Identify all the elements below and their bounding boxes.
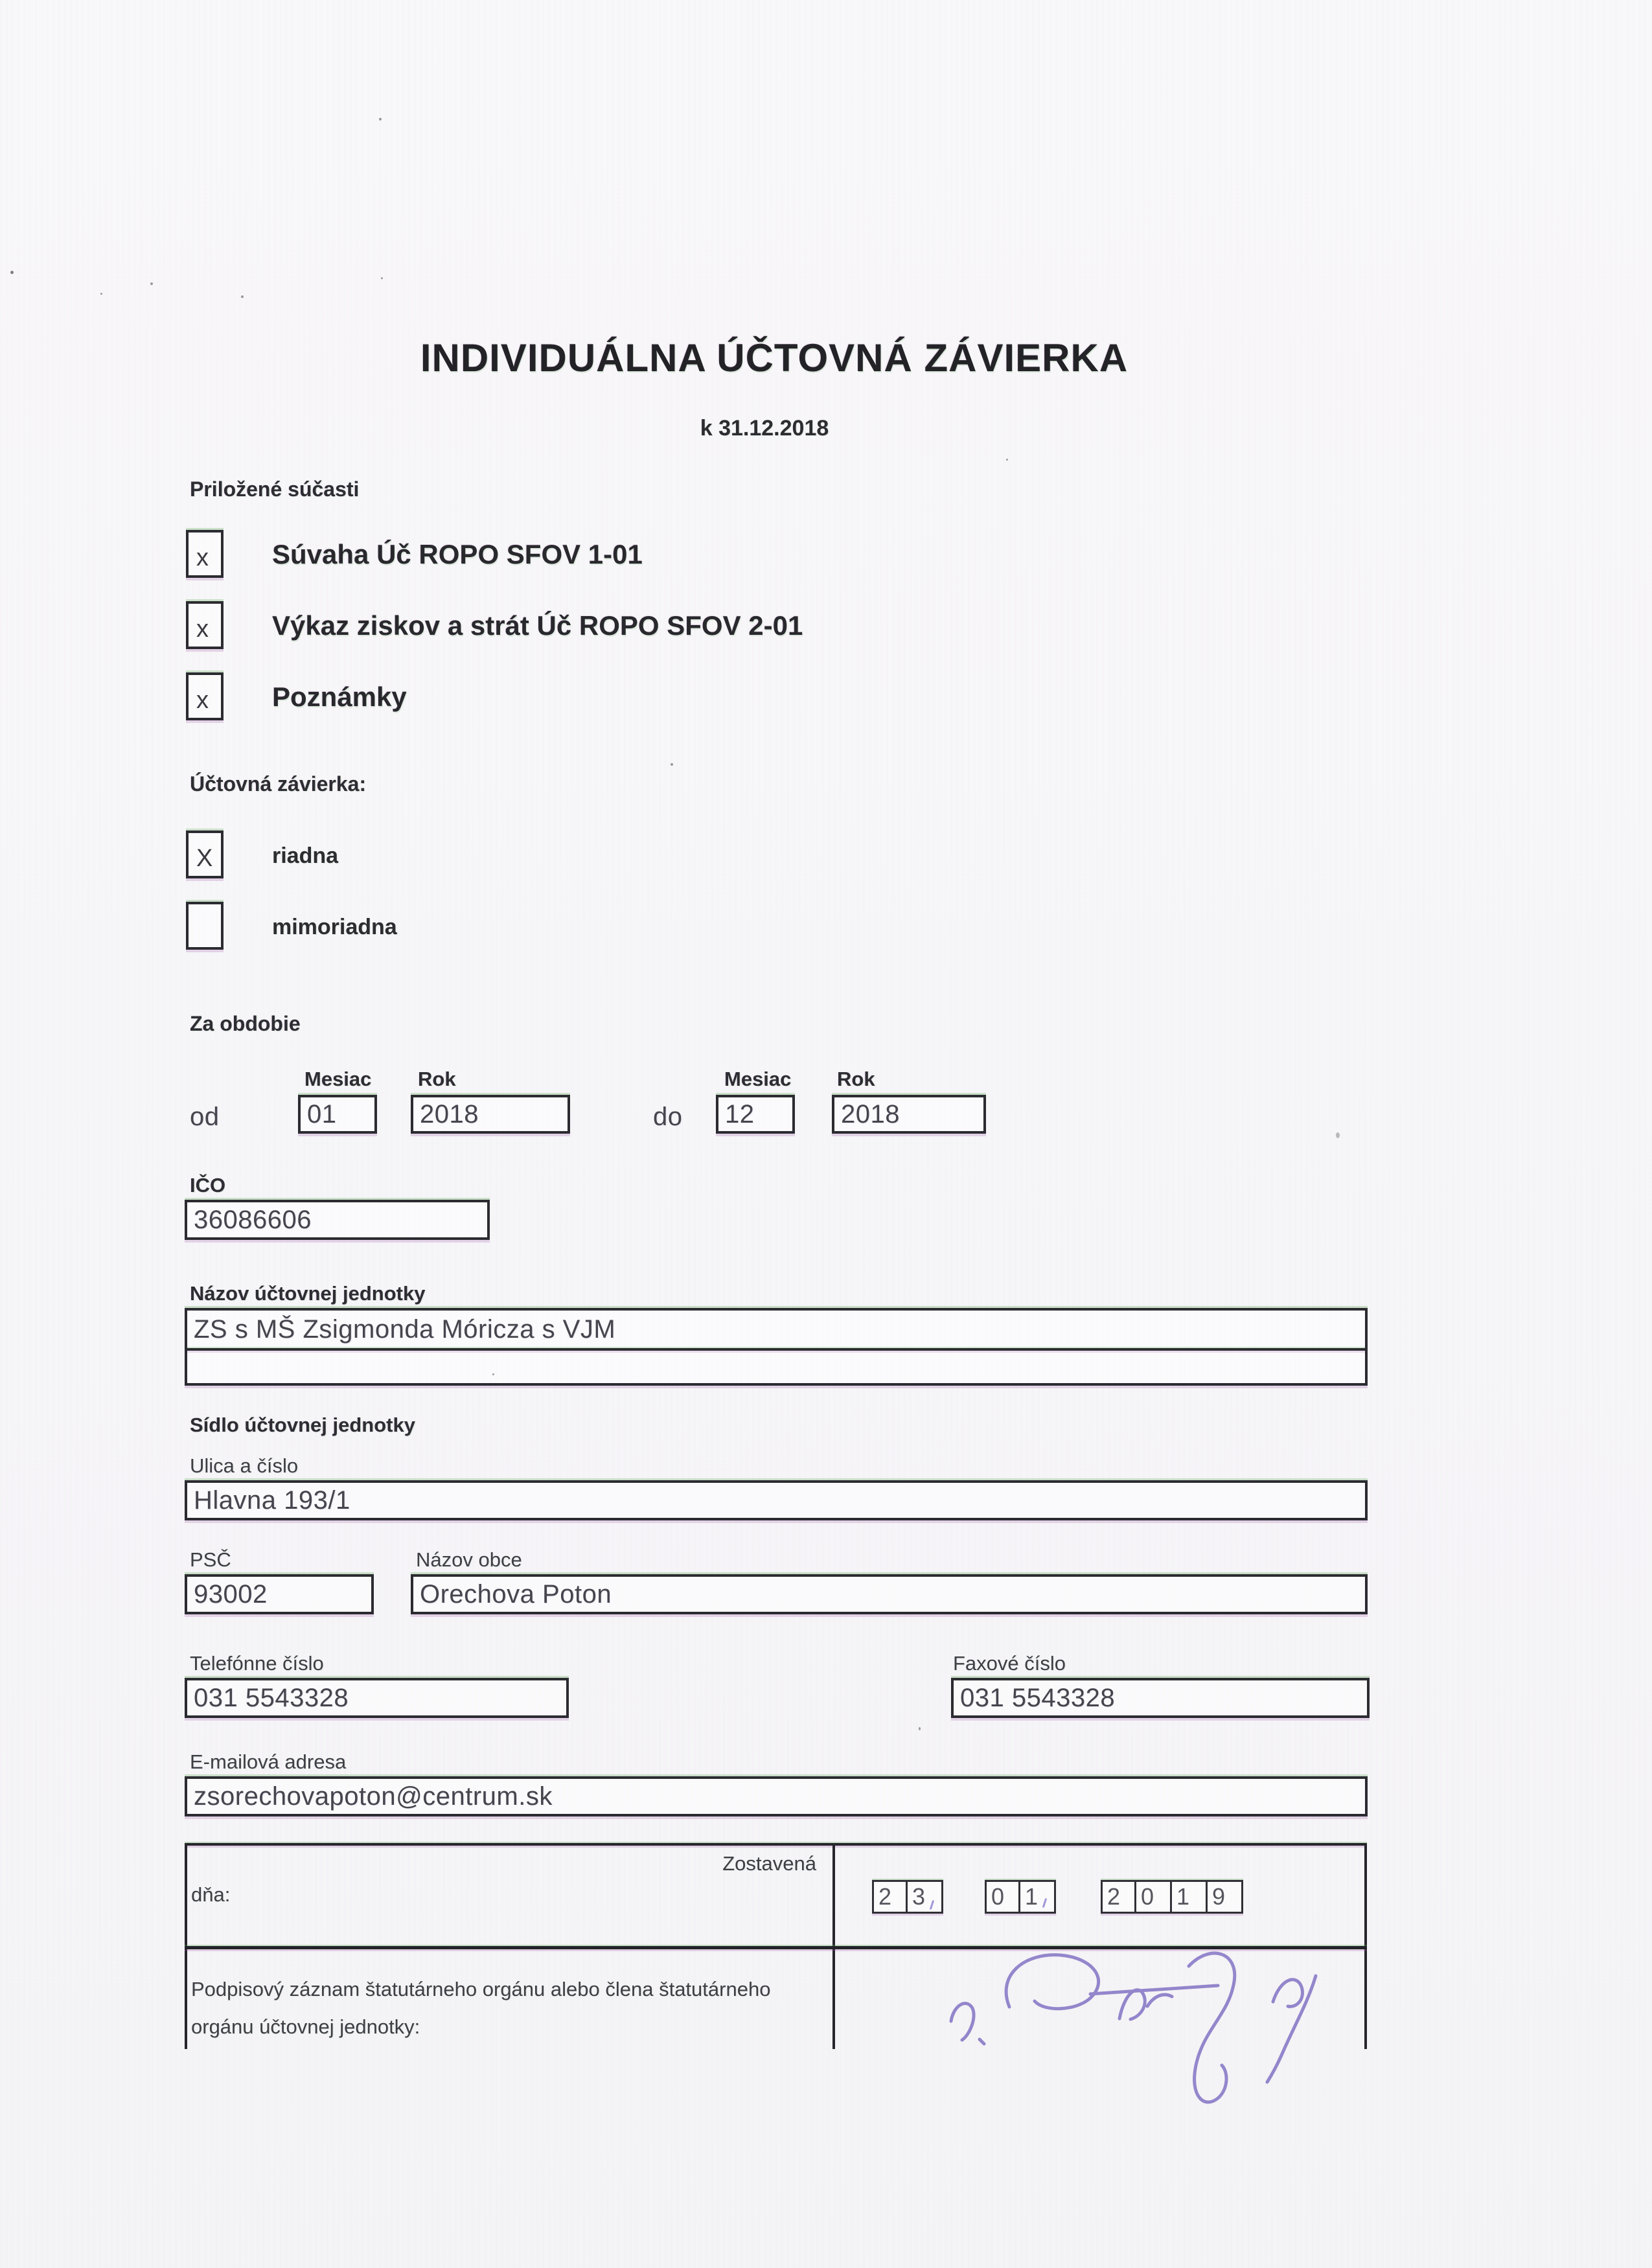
closing-type-heading: Účtovná závierka: [190, 772, 367, 796]
phone-label: Telefónne číslo [190, 1652, 324, 1675]
table-top-border [185, 1843, 1367, 1846]
date-day-digit-2: 3 [908, 1880, 943, 1914]
entity-name-value: ZS s MŠ Zsigmonda Móricza s VJM [194, 1314, 616, 1344]
address-heading: Sídlo účtovnej jednotky [190, 1414, 415, 1436]
entity-name-label: Názov účtovnej jednotky [190, 1282, 426, 1305]
email-label: E-mailová adresa [190, 1750, 347, 1773]
from-month-value: 01 [307, 1099, 337, 1128]
period-to-label: do [653, 1103, 683, 1131]
to-year-value: 2018 [841, 1099, 900, 1128]
checkbox-suvaha [186, 530, 224, 578]
scan-speckle [1006, 459, 1008, 461]
checkbox-riadna [186, 830, 224, 878]
signature-stroke-descender-loop [1189, 1953, 1235, 2102]
ico-label: IČO [190, 1174, 226, 1197]
option-label-riadna: riadna [272, 843, 339, 868]
attachment-label-poznamky: Poznámky [272, 682, 407, 712]
scan-speckle [379, 118, 382, 120]
from-year-label: Rok [418, 1068, 456, 1090]
checkbox-vykaz-mark: x [196, 615, 209, 643]
handwritten-signature [894, 1918, 1348, 2164]
from-year-field [411, 1095, 570, 1134]
ico-field [185, 1200, 490, 1240]
zip-value: 93002 [194, 1579, 268, 1609]
scan-speckle [919, 1727, 921, 1730]
phone-value: 031 5543328 [194, 1683, 349, 1712]
fax-value: 031 5543328 [960, 1683, 1116, 1712]
attachment-label-vykaz: Výkaz ziskov a strát Úč ROPO SFOV 2-01 [272, 610, 803, 641]
to-month-label: Mesiac [724, 1068, 792, 1090]
scan-speckle [150, 282, 153, 285]
scan-speckle [100, 293, 102, 295]
from-month-label: Mesiac [304, 1068, 372, 1090]
compiled-label: Zostavená [722, 1852, 816, 1875]
attachment-label-suvaha: Súvaha Úč ROPO SFOV 1-01 [272, 539, 643, 569]
date-month-digit-2: 1 [1020, 1880, 1056, 1914]
city-field [411, 1574, 1368, 1614]
signature-stroke-oval [1006, 1955, 1099, 2009]
attachments-heading: Priložené súčasti [190, 477, 360, 501]
signature-stroke-dot [980, 2039, 984, 2044]
ico-value: 36086606 [194, 1205, 312, 1234]
checkbox-suvaha-mark: x [196, 544, 209, 571]
scan-speckle [241, 295, 244, 298]
signature-stroke-initial [951, 2004, 974, 2040]
compiled-date-label: dňa: [191, 1883, 231, 1906]
to-month-value: 12 [725, 1099, 755, 1128]
period-from-label: od [190, 1103, 220, 1131]
to-year-label: Rok [837, 1068, 875, 1090]
email-field [185, 1776, 1368, 1816]
entity-name-row-divider [187, 1348, 1365, 1351]
checkbox-poznamky-mark: x [196, 687, 209, 714]
city-value: Orechova Poton [420, 1579, 612, 1609]
signature-statement-line2: orgánu účtovnej jednotky: [191, 2015, 420, 2038]
scan-speckle [1336, 1132, 1340, 1138]
date-day-digit-1: 2 [872, 1880, 908, 1914]
signature-stroke-crossbar [1090, 1986, 1218, 1994]
checkbox-mimoriadna-mark [189, 942, 196, 947]
from-month-field [298, 1095, 377, 1134]
zip-label: PSČ [190, 1548, 231, 1571]
date-year-digit-2: 0 [1136, 1880, 1172, 1914]
street-field [185, 1480, 1368, 1520]
checkbox-poznamky [186, 672, 224, 720]
period-heading: Za obdobie [190, 1012, 301, 1035]
entity-name-field [185, 1308, 1368, 1386]
date-year-digit-1: 2 [1101, 1880, 1136, 1914]
date-year-digit-3: 1 [1172, 1880, 1208, 1914]
checkbox-vykaz [186, 601, 224, 649]
checkbox-riadna-mark: X [196, 845, 213, 872]
signature-statement-line1: Podpisový záznam štatutárneho orgánu alebo člena štatutárneho [191, 1978, 771, 2000]
email-value: zsorechovapoton@centrum.sk [194, 1781, 553, 1811]
scan-speckle [671, 763, 673, 766]
street-value: Hlavna 193/1 [194, 1485, 350, 1515]
to-month-field [716, 1095, 795, 1134]
scan-speckle [492, 1373, 494, 1375]
page-title: INDIVIDUÁLNA ÚČTOVNÁ ZÁVIERKA [420, 336, 1129, 380]
scan-speckle [10, 271, 14, 274]
date-month-boxes [985, 1880, 1056, 1914]
page-subtitle: k 31.12.2018 [700, 416, 829, 441]
to-year-field [832, 1095, 986, 1134]
city-label: Názov obce [416, 1548, 522, 1571]
signature-stroke-final-tail [1267, 1976, 1316, 2082]
zip-field [185, 1574, 374, 1614]
signature-stroke-final-bowl [1273, 1980, 1303, 2007]
date-year-boxes [1101, 1880, 1243, 1914]
date-day-boxes [872, 1880, 943, 1914]
fax-label: Faxové číslo [953, 1652, 1066, 1675]
checkbox-mimoriadna [186, 902, 224, 950]
option-label-mimoriadna: mimoriadna [272, 915, 397, 939]
signature-stroke-letters [1119, 1990, 1172, 2019]
date-year-digit-4: 9 [1208, 1880, 1243, 1914]
entity-name-row1 [187, 1311, 1365, 1348]
scan-speckle [381, 277, 383, 279]
street-label: Ulica a číslo [190, 1454, 299, 1477]
date-month-digit-1: 0 [985, 1880, 1020, 1914]
phone-field [185, 1678, 569, 1718]
from-year-value: 2018 [420, 1099, 479, 1128]
fax-field [951, 1678, 1370, 1718]
